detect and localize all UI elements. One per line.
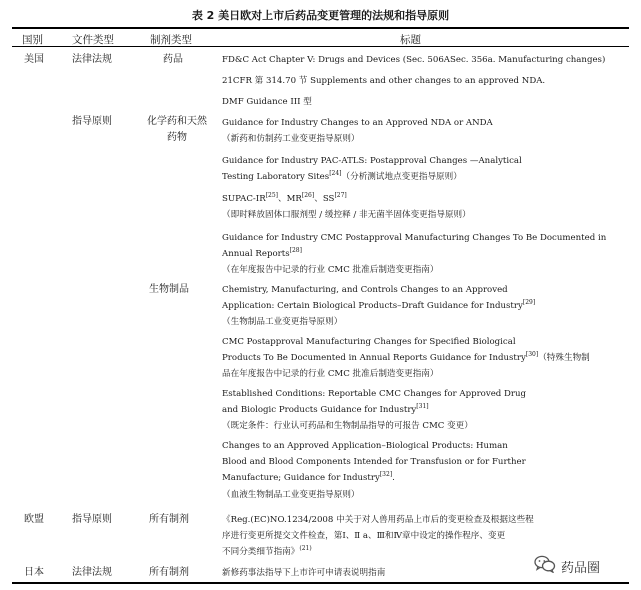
prep-us-drug: 药品 [163,54,183,65]
title-blood-products: Changes to an Approved Application–Biological Products: Human Blood and Blood Components Intended for Transfusion or for Further Manufacture; Guidance for Industry[32]. （血液生物制品工业变更指导原则） [222,441,526,500]
doc-type-eu: 指导原则 [72,514,112,525]
country-eu: 欧盟 [24,514,44,525]
header-prep-type: 制剂类型 [150,34,192,46]
prep-us-chem-line1: 化学药和天然 [147,116,207,127]
title-pac-atls: Guidance for Industry PAC-ATLS: Postapproval Changes —Analytical Testing Laboratory Sites[24]（分析测试地点变更指导原则） [222,156,522,183]
title-fdc-act: FD&C Act Chapter V: Drugs and Devices (Sec. 506ASec. 356a. Manufacturing changes) [222,55,606,65]
title-nda-anda: Guidance for Industry Changes to an Approved NDA or ANDA （新药和仿制药工业变更指导原则） [222,118,493,145]
prep-eu: 所有制剂 [149,514,189,525]
prep-us-bio: 生物制品 [149,284,189,295]
title-supac: SUPAC-IR[25]、MR[26]、SS[27] （即时释放固体口服剂型 / 缓控释 / 非无菌半固体变更指导原则） [222,192,471,221]
title-dmf: DMF Guidance III 型 [222,97,312,107]
watermark [530,553,604,579]
table-bottom-rule [12,582,629,584]
header-doc-type: 文件类型 [72,34,114,46]
doc-type-us-law: 法律法规 [72,54,112,65]
title-cmc-specified-bio: CMC Postapproval Manufacturing Changes for Specified Biological Products To Be Documented in Annual Reports Guidance for Industry[30]（特殊生物制 品在年度报告中记录的行业 CMC 批准后制造变更指南） [222,337,590,380]
watermark-text: 药品圈 [561,560,601,576]
title-cmc-annual: Guidance for Industry CMC Postapproval Manufacturing Changes To Be Documented in Annual Reports[28] （在年度报告中记录的行业 CMC 批准后制造变更指南） [222,233,607,276]
doc-type-jp: 法律法规 [72,567,112,578]
title-21cfr: 21CFR 第 314.70 节 Supplements and other changes to an approved NDA. [222,76,546,86]
table-caption: 表 2 美日欧对上市后药品变更管理的法规和指导原则 [191,9,450,22]
country-jp: 日本 [24,567,44,578]
title-established-conditions: Established Conditions: Reportable CMC Changes for Approved Drug and Biologic Products Guidance for Industry[31] （既定条件：行业认可药品和生物制品指导的可报告 CMC 变更） [222,389,527,432]
doc-type-us-guidance: 指导原则 [72,116,112,127]
title-eu-regulation: 《Reg.(EC)NO.1234/2008 中关于对人兽用药品上市后的变更检查及根据这些程 序进行变更所提交文件检查，第Ⅰ、Ⅱ a、Ⅲ和Ⅳ章中设定的操作程序、变更 不同分类细节指南》$^{(21)}$ [222,515,534,558]
prep-jp: 所有制剂 [149,567,189,578]
wechat-icon [534,555,556,577]
table-top-rule [12,27,629,29]
prep-us-chem-line2: 药物 [167,132,187,143]
prep-us-chem [140,114,214,146]
title-jp-guidance: 新修药事法指导下上市许可申请表说明指南 [222,568,386,578]
header-title: 标题 [400,34,421,46]
country-us: 美国 [24,54,44,65]
title-cmc-bio: Chemistry, Manufacturing, and Controls Changes to an Approved Application: Certain Biological Products–Draft Guidance for Industry[29] （生物制品工业变更指导原则） [222,285,536,328]
header-country: 国别 [22,34,43,46]
